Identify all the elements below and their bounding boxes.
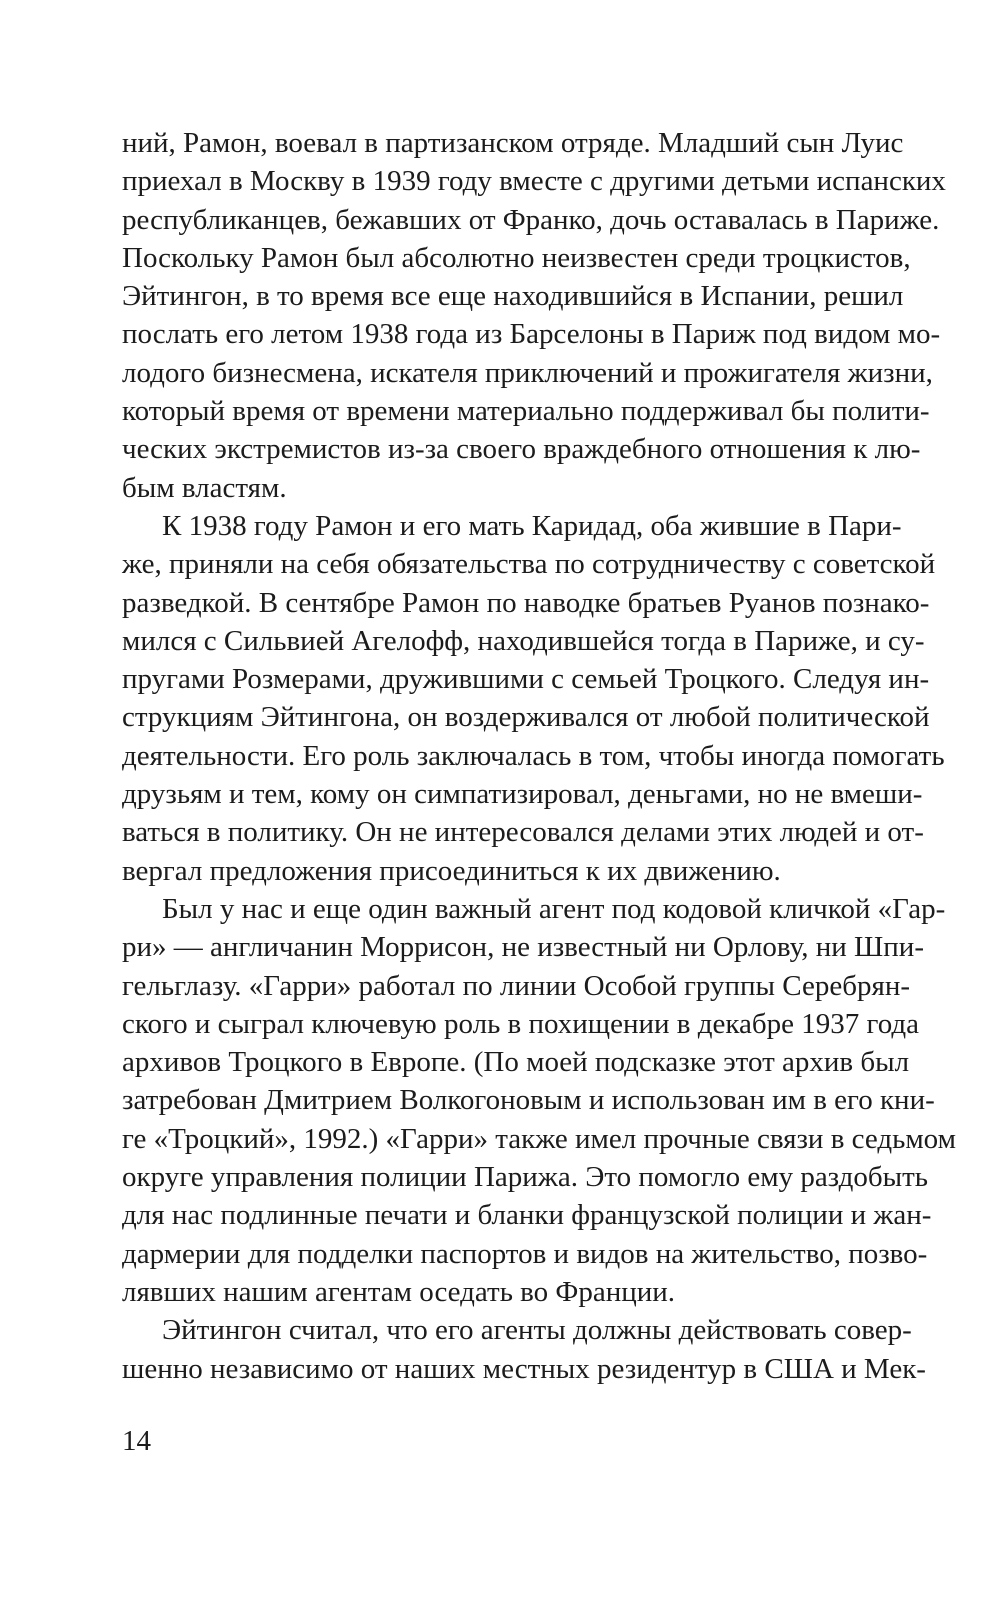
page-number: 14 — [122, 1425, 151, 1457]
text-line: ге «Троцкий», 1992.) «Гарри» также имел прочные связи в седьмом — [122, 1122, 956, 1155]
text-line: ского и сыграл ключевую роль в похищении в декабре 1937 года — [122, 1007, 919, 1040]
text-line: ваться в политику. Он не интересовался делами этих людей и от- — [122, 816, 924, 849]
text-line: шенно независимо от наших местных резидентур в США и Мек- — [122, 1352, 926, 1385]
text-line: лявших нашим агентам оседать во Франции. — [122, 1275, 676, 1308]
text-line: который время от времени материально поддерживал бы полити- — [122, 395, 930, 428]
paragraph — [122, 890, 956, 1311]
text-line: лодого бизнесмена, искателя приключений и прожигателя жизни, — [122, 356, 933, 389]
paragraph — [122, 507, 945, 890]
text-line: архивов Троцкого в Европе. (По моей подсказке этот архив был — [122, 1046, 910, 1079]
text-line: деятельности. Его роль заключалась в том, чтобы иногда помогать — [122, 739, 945, 772]
text-line: Был у нас и еще один важный агент под кодовой кличкой «Гар- — [162, 892, 946, 925]
text-line: дармерии для подделки паспортов и видов на жительство, позво- — [122, 1237, 928, 1270]
text-line: же, приняли на себя обязательства по сотрудничеству с советской — [122, 548, 936, 581]
text-line: Эйтингон считал, что его агенты должны действовать совер- — [162, 1314, 912, 1347]
text-line: мился с Сильвией Агелофф, находившейся тогда в Париже, и су- — [122, 624, 925, 657]
text-line: струкциям Эйтингона, он воздерживался от любой политической — [122, 701, 930, 734]
text-line: послать его летом 1938 года из Барселоны в Париж под видом мо- — [122, 318, 941, 351]
text-line: для нас подлинные печати и бланки французской полиции и жан- — [122, 1199, 932, 1232]
text-line: друзьям и тем, кому он симпатизировал, деньгами, но не вмеши- — [122, 778, 923, 811]
text-line: затребован Дмитрием Волкогоновым и использован им в его кни- — [122, 1084, 935, 1117]
text-line: округе управления полиции Парижа. Это помогло ему раздобыть — [122, 1161, 929, 1194]
text-line: разведкой. В сентябре Рамон по наводке братьев Руанов познако- — [122, 586, 930, 619]
body-text — [122, 124, 956, 1388]
text-line: Эйтингон, в то время все еще находившийся в Испании, решил — [122, 280, 904, 313]
text-line: республиканцев, бежавших от Франко, дочь оставалась в Париже. — [122, 203, 940, 236]
text-line: ческих экстремистов из-за своего враждебного отношения к лю- — [122, 433, 921, 466]
text-line: ний, Рамон, воевал в партизанском отряде. Младший сын Луис — [122, 127, 904, 159]
text-line: пругами Розмерами, дружившими с семьей Троцкого. Следуя ин- — [122, 663, 930, 696]
paragraph — [122, 124, 946, 507]
text-line: гельглазу. «Гарри» работал по линии Особой группы Серебрян- — [122, 969, 910, 1002]
text-line: приехал в Москву в 1939 году вместе с другими детьми испанских — [122, 165, 946, 198]
text-line: ри» — англичанин Моррисон, не известный ни Орлову, ни Шпи- — [122, 931, 924, 964]
paragraph — [122, 1311, 926, 1388]
text-line: К 1938 году Рамон и его мать Каридад, оба жившие в Пари- — [162, 509, 902, 542]
text-line: бым властям. — [122, 471, 287, 504]
text-line: Поскольку Рамон был абсолютно неизвестен среди троцкистов, — [122, 241, 911, 274]
text-line: вергал предложения присоединиться к их движению. — [122, 854, 781, 887]
